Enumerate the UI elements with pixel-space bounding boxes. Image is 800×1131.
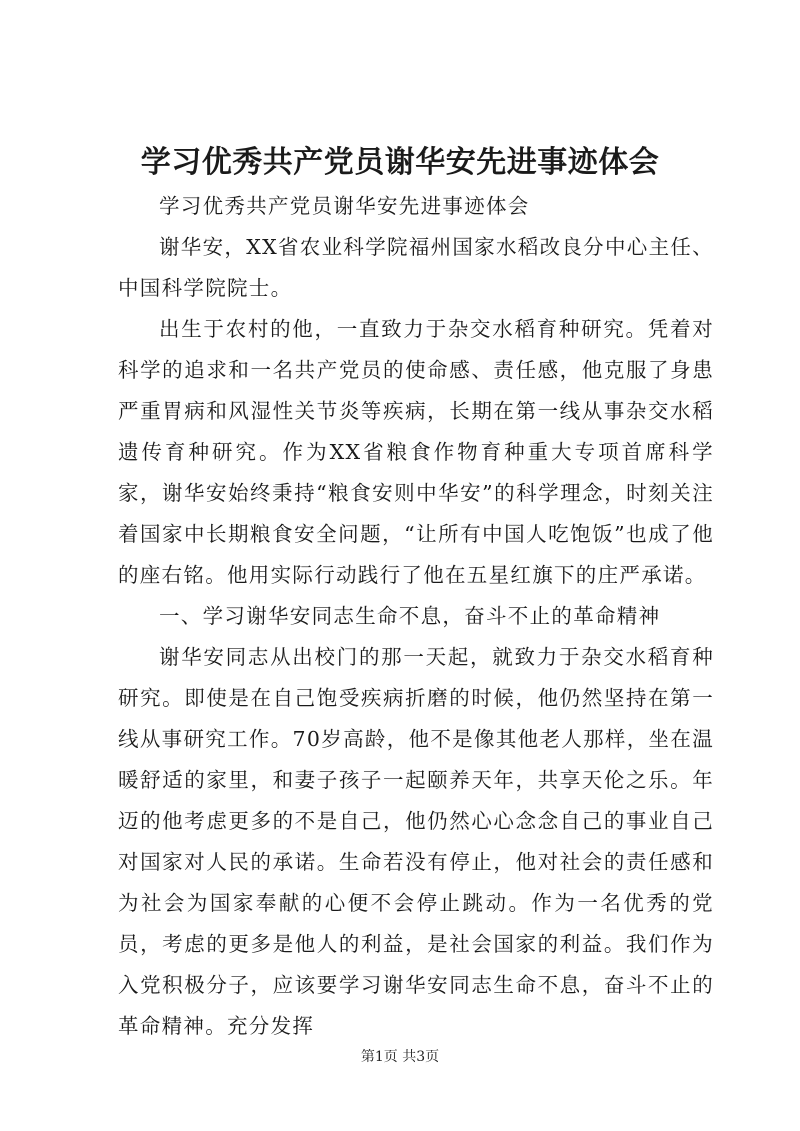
paragraph-section-1: 谢华安同志从出校门的那一天起，就致力于杂交水稻育种研究。即使是在自己饱受疾病折磨的时候，他仍然坚持在第一线从事研究工作。70岁高龄，他不是像其他老人那样，坐在温暖舒适的家里，和妻子孩子一起颐养天年，共享天伦之乐。年迈的他考虑更多的不是自己，他仍然心心念念自己的事业自己对国家对人民的承诺。生命若没有停止，他对社会的责任感和为社会为国家奉献的心便不会停止跳动。作为一名优秀的党员，考虑的更多是他人的利益，是社会国家的利益。我们作为入党积极分子，应该要学习谢华安同志生命不息，奋斗不止的革命精神。充分发挥 (118, 645, 714, 1038)
document-title: 学习优秀共产党员谢华安先进事迹体会 (140, 145, 660, 180)
paragraph-intro: 谢华安，XX省农业科学院福州国家水稻改良分中心主任、中国科学院院士。 (118, 235, 714, 300)
section-heading-1: 一、学习谢华安同志生命不息，奋斗不止的革命精神 (159, 604, 661, 628)
page-number-footer: 第1页 共3页 (360, 1049, 440, 1065)
document-body (118, 186, 714, 1047)
paragraph-subtitle: 学习优秀共产党员谢华安先进事迹体会 (159, 194, 530, 218)
paragraph-background: 出生于农村的他，一直致力于杂交水稻育种研究。凭着对科学的追求和一名共产党员的使命感、责任感，他克服了身患严重胃病和风湿性关节炎等疾病，长期在第一线从事杂交水稻遗传育种研究。作为XX省粮食作物育种重大专项首席科学家，谢华安始终秉持“粮食安则中华安”的科学理念，时刻关注着国家中长期粮食安全问题，“让所有中国人吃饱饭”也成了他的座右铭。他用实际行动践行了他在五星红旗下的庄严承诺。 (118, 317, 714, 587)
